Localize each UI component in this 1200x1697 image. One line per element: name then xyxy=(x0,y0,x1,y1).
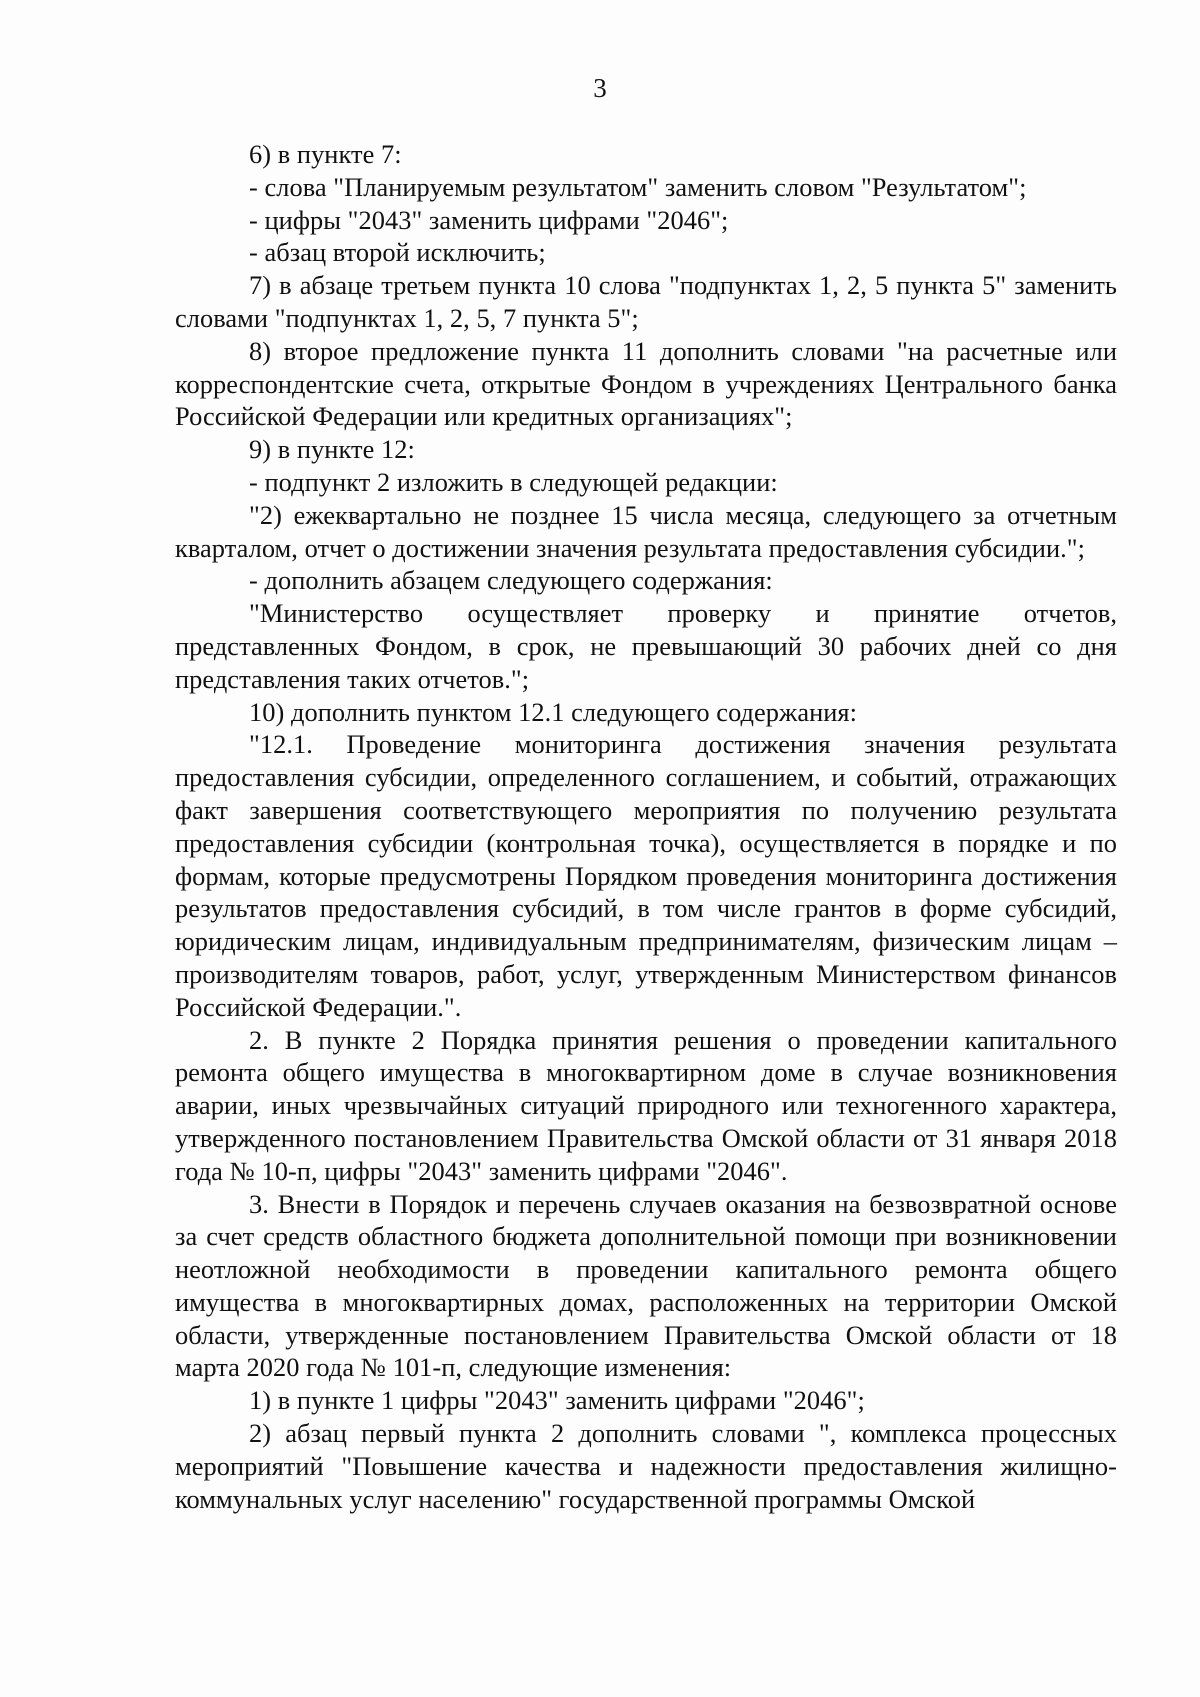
paragraph-ministry-check: "Министерство осуществляет проверку и принятие отчетов, представленных Фондом, в срок, не превышающий 30 рабочих дней со дня представления таких отчетов."; xyxy=(175,598,1117,694)
paragraph-section-3: 3. Внести в Порядок и перечень случаев оказания на безвозвратной основе за счет средств областного бюджета дополнительной помощи при возникновении неотложной необходимости в проведении капитального ремонта общего имущества в многоквартирных домах, расположенных на территории Омской области, утвержденные постановлением Правительства Омской области от 18 марта 2020 года № 101-п, следующие изменения: xyxy=(175,1188,1117,1383)
paragraph-subitem-2-text: "2) ежеквартально не позднее 15 числа месяца, следующего за отчетным кварталом, отчет о достижении значения результата предоставления субсидии."; xyxy=(175,499,1117,563)
paragraph-section-3-item-2: 2) абзац первый пункта 2 дополнить словами ", комплекса процессных мероприятий "Повышение качества и надежности предоставления жилищно-коммунальных услуг населению" государственной программы Омской xyxy=(175,1418,1117,1514)
paragraph-section-2: 2. В пункте 2 Порядка принятия решения о проведении капитального ремонта общего имущества в многоквартирном доме в случае возникновения аварии, иных чрезвычайных ситуаций природного или техногенного характера, утвержденного постановлением Правительства Омской области от 31 января 2018 года № 10-п, цифры "2043" заменить цифрами "2046". xyxy=(175,1024,1117,1186)
paragraph-subitem-2-intro: - подпункт 2 изложить в следующей редакции: xyxy=(249,466,778,497)
paragraph-item-12-1: "12.1. Проведение мониторинга достижения значения результата предоставления субсидии, определенного соглашением, и событий, отражающих факт завершения соответствующего мероприятия по получению результата предоставления субсидии (контрольная точка), осуществляется в порядке и по формам, которые предусмотрены Порядком проведения мониторинга достижения результатов предоставления субсидий, в том числе грантов в форме субсидий, юридическим лицам, индивидуальным предпринимателям, физическим лицам – производителям товаров, работ, услуг, утвержденным Министерством финансов Российской Федерации.". xyxy=(175,729,1117,1022)
paragraph-item-9: 9) в пункте 12: xyxy=(249,434,415,465)
paragraph-replace-digits: - цифры "2043" заменить цифрами "2046"; xyxy=(249,204,729,235)
paragraph-section-3-item-1: 1) в пункте 1 цифры "2043" заменить цифрами "2046"; xyxy=(249,1385,865,1416)
paragraph-exclude-abzac: - абзац второй исключить; xyxy=(249,237,546,268)
document-body xyxy=(175,138,1117,1515)
paragraph-add-abzac-intro: - дополнить абзацем следующего содержания: xyxy=(249,565,773,596)
page-number: 3 xyxy=(593,73,607,103)
paragraph-item-8: 8) второе предложение пункта 11 дополнить словами "на расчетные или корреспондентские счета, открытые Фондом в учреждениях Центрального банка Российской Федерации или кредитных организациях"; xyxy=(175,335,1117,432)
paragraph-replace-words: - слова "Планируемым результатом" заменить словом "Результатом"; xyxy=(249,171,1027,202)
paragraph-item-7: 7) в абзаце третьем пункта 10 слова "подпунктах 1, 2, 5 пункта 5" заменить словами "подпунктах 1, 2, 5, 7 пункта 5"; xyxy=(175,270,1117,333)
paragraph-item-10: 10) дополнить пунктом 12.1 следующего содержания: xyxy=(249,696,858,727)
paragraph-item-6: 6) в пункте 7: xyxy=(249,139,402,169)
